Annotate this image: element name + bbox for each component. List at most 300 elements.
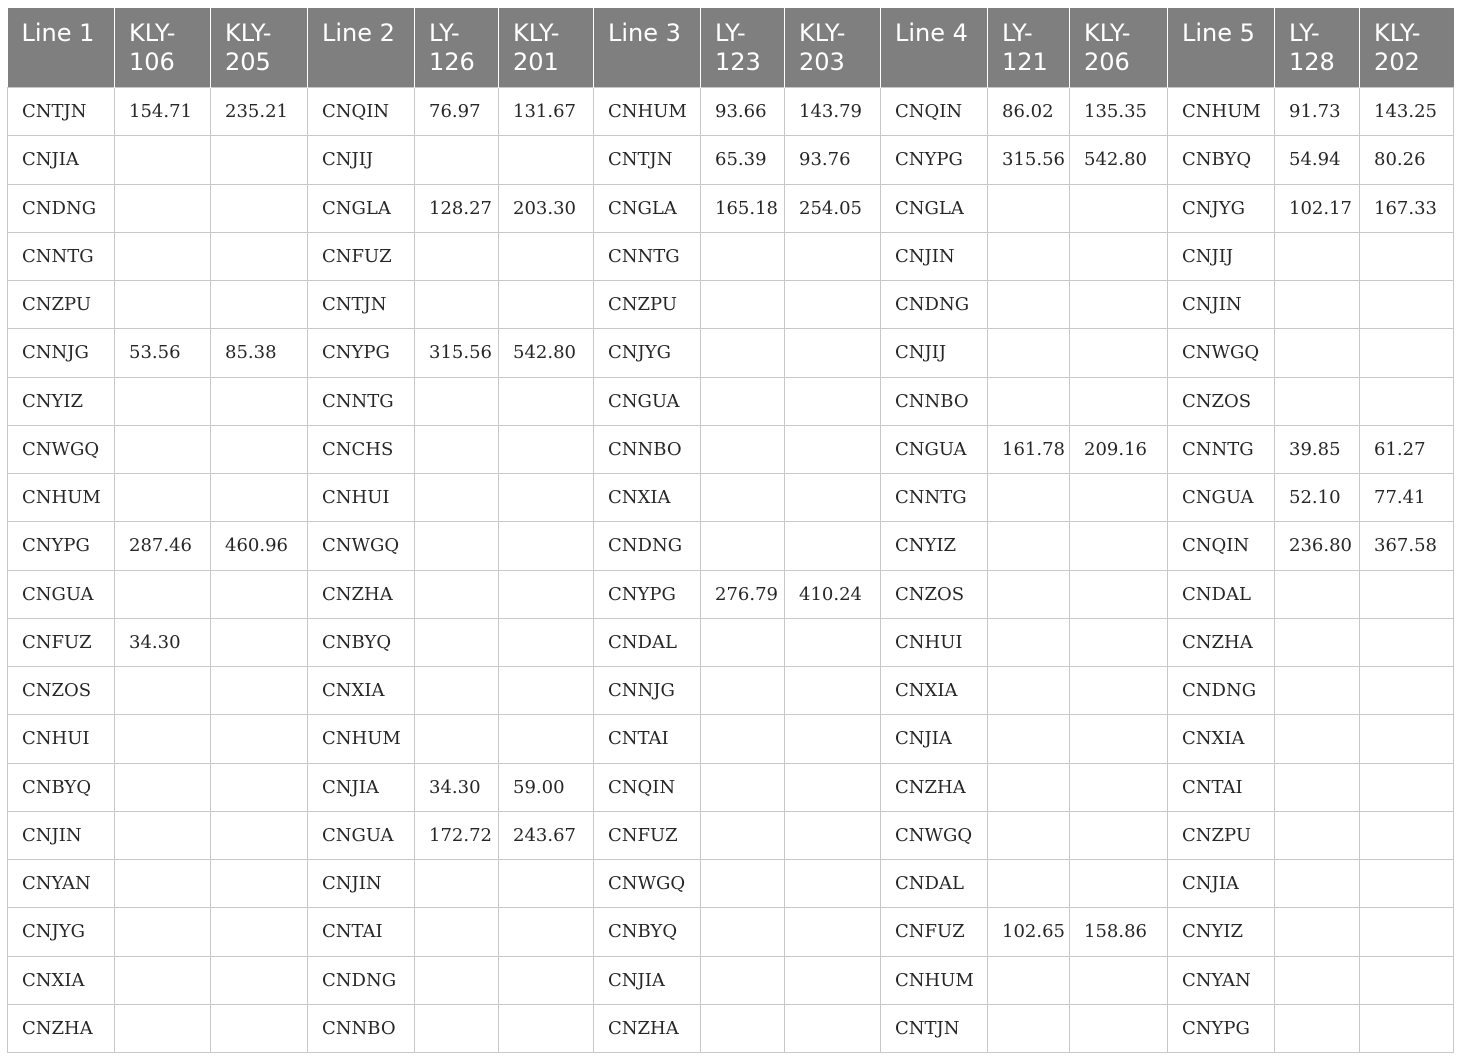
- value-cell: [988, 474, 1070, 522]
- value-cell: [785, 1004, 881, 1052]
- port-code-cell: CNXIA: [8, 956, 115, 1004]
- value-cell: [785, 908, 881, 956]
- port-code-cell: CNNBO: [308, 1004, 415, 1052]
- port-code-cell: CNTAI: [1168, 763, 1275, 811]
- value-cell: 287.46: [115, 522, 211, 570]
- value-cell: [211, 860, 308, 908]
- value-cell: 77.41: [1360, 474, 1454, 522]
- value-cell: [1070, 618, 1168, 666]
- value-cell: [211, 570, 308, 618]
- value-cell: [415, 377, 499, 425]
- port-code-cell: CNNTG: [8, 232, 115, 280]
- port-code-cell: CNJYG: [594, 329, 701, 377]
- value-cell: [1070, 1004, 1168, 1052]
- column-header: KLY-206: [1070, 8, 1168, 88]
- value-cell: [988, 377, 1070, 425]
- value-cell: 172.72: [415, 811, 499, 859]
- port-code-cell: CNTAI: [594, 715, 701, 763]
- value-cell: 165.18: [701, 184, 785, 232]
- value-cell: 39.85: [1275, 425, 1360, 473]
- value-cell: [1275, 377, 1360, 425]
- value-cell: [1275, 570, 1360, 618]
- value-cell: [701, 618, 785, 666]
- port-code-cell: CNYPG: [308, 329, 415, 377]
- value-cell: [701, 956, 785, 1004]
- value-cell: [1275, 715, 1360, 763]
- port-code-cell: CNJIA: [881, 715, 988, 763]
- value-cell: [1275, 1004, 1360, 1052]
- port-code-cell: CNNTG: [1168, 425, 1275, 473]
- value-cell: 161.78: [988, 425, 1070, 473]
- port-code-cell: CNYAN: [1168, 956, 1275, 1004]
- value-cell: [211, 811, 308, 859]
- value-cell: [701, 425, 785, 473]
- value-cell: [211, 1004, 308, 1052]
- port-code-cell: CNFUZ: [8, 618, 115, 666]
- value-cell: [415, 281, 499, 329]
- value-cell: [499, 1004, 594, 1052]
- value-cell: [499, 281, 594, 329]
- value-cell: [115, 281, 211, 329]
- port-code-cell: CNYPG: [594, 570, 701, 618]
- value-cell: [211, 425, 308, 473]
- value-cell: [988, 667, 1070, 715]
- table-row: [8, 763, 1454, 811]
- value-cell: 52.10: [1275, 474, 1360, 522]
- port-code-cell: CNJIA: [308, 763, 415, 811]
- value-cell: [211, 136, 308, 184]
- value-cell: [701, 860, 785, 908]
- port-code-cell: CNXIA: [594, 474, 701, 522]
- value-cell: [1070, 570, 1168, 618]
- value-cell: [415, 1004, 499, 1052]
- column-header: KLY-203: [785, 8, 881, 88]
- value-cell: [211, 667, 308, 715]
- port-code-cell: CNHUI: [8, 715, 115, 763]
- value-cell: 34.30: [415, 763, 499, 811]
- value-cell: [701, 377, 785, 425]
- value-cell: [701, 1004, 785, 1052]
- port-code-cell: CNYAN: [8, 860, 115, 908]
- port-code-cell: CNDNG: [594, 522, 701, 570]
- value-cell: 236.80: [1275, 522, 1360, 570]
- value-cell: 158.86: [1070, 908, 1168, 956]
- value-cell: 86.02: [988, 88, 1070, 136]
- table-row: [8, 474, 1454, 522]
- value-cell: 102.65: [988, 908, 1070, 956]
- value-cell: [499, 377, 594, 425]
- port-code-cell: CNQIN: [881, 88, 988, 136]
- port-code-cell: CNHUM: [308, 715, 415, 763]
- value-cell: [1275, 667, 1360, 715]
- value-cell: 93.66: [701, 88, 785, 136]
- value-cell: [785, 281, 881, 329]
- value-cell: 243.67: [499, 811, 594, 859]
- value-cell: 367.58: [1360, 522, 1454, 570]
- value-cell: [1275, 618, 1360, 666]
- value-cell: 93.76: [785, 136, 881, 184]
- table-row: [8, 956, 1454, 1004]
- value-cell: [211, 377, 308, 425]
- value-cell: 542.80: [499, 329, 594, 377]
- port-values-table: [7, 8, 1454, 1053]
- value-cell: [1070, 860, 1168, 908]
- value-cell: [701, 474, 785, 522]
- column-header: KLY-202: [1360, 8, 1454, 88]
- table-row: [8, 88, 1454, 136]
- value-cell: [785, 474, 881, 522]
- value-cell: 167.33: [1360, 184, 1454, 232]
- value-cell: [415, 474, 499, 522]
- port-code-cell: CNGLA: [308, 184, 415, 232]
- port-code-cell: CNZOS: [8, 667, 115, 715]
- port-code-cell: CNZHA: [594, 1004, 701, 1052]
- value-cell: [115, 425, 211, 473]
- value-cell: [785, 377, 881, 425]
- value-cell: [1360, 377, 1454, 425]
- column-header: Line 4: [881, 8, 988, 88]
- value-cell: [499, 618, 594, 666]
- value-cell: [1360, 811, 1454, 859]
- port-code-cell: CNZHA: [881, 763, 988, 811]
- port-code-cell: CNDNG: [8, 184, 115, 232]
- port-code-cell: CNHUM: [881, 956, 988, 1004]
- port-code-cell: CNZPU: [594, 281, 701, 329]
- port-code-cell: CNNBO: [881, 377, 988, 425]
- value-cell: [1360, 1004, 1454, 1052]
- value-cell: [415, 667, 499, 715]
- value-cell: 91.73: [1275, 88, 1360, 136]
- value-cell: [499, 232, 594, 280]
- value-cell: 203.30: [499, 184, 594, 232]
- value-cell: 54.94: [1275, 136, 1360, 184]
- value-cell: [1275, 956, 1360, 1004]
- value-cell: [1070, 232, 1168, 280]
- value-cell: [785, 860, 881, 908]
- port-code-cell: CNYPG: [8, 522, 115, 570]
- value-cell: [1275, 763, 1360, 811]
- port-code-cell: CNJIN: [8, 811, 115, 859]
- table-row: [8, 715, 1454, 763]
- value-cell: 315.56: [988, 136, 1070, 184]
- value-cell: [115, 715, 211, 763]
- value-cell: [115, 763, 211, 811]
- column-header: KLY-205: [211, 8, 308, 88]
- value-cell: [499, 715, 594, 763]
- value-cell: 143.79: [785, 88, 881, 136]
- port-code-cell: CNXIA: [881, 667, 988, 715]
- value-cell: [1360, 956, 1454, 1004]
- port-code-cell: CNHUM: [594, 88, 701, 136]
- value-cell: [1070, 763, 1168, 811]
- value-cell: 131.67: [499, 88, 594, 136]
- value-cell: [785, 329, 881, 377]
- port-code-cell: CNJYG: [8, 908, 115, 956]
- port-code-cell: CNJIA: [1168, 860, 1275, 908]
- value-cell: [1360, 860, 1454, 908]
- port-code-cell: CNNTG: [881, 474, 988, 522]
- value-cell: [211, 232, 308, 280]
- port-code-cell: CNNBO: [594, 425, 701, 473]
- column-header: LY-126: [415, 8, 499, 88]
- port-code-cell: CNWGQ: [594, 860, 701, 908]
- port-code-cell: CNJIJ: [1168, 232, 1275, 280]
- table-row: [8, 281, 1454, 329]
- value-cell: [1360, 281, 1454, 329]
- value-cell: [499, 425, 594, 473]
- value-cell: [785, 667, 881, 715]
- value-cell: [1275, 281, 1360, 329]
- value-cell: [1360, 908, 1454, 956]
- value-cell: [415, 715, 499, 763]
- value-cell: [499, 956, 594, 1004]
- column-header: Line 1: [8, 8, 115, 88]
- value-cell: [785, 763, 881, 811]
- column-header: LY-123: [701, 8, 785, 88]
- value-cell: [499, 474, 594, 522]
- value-cell: [701, 811, 785, 859]
- value-cell: [785, 425, 881, 473]
- value-cell: [1070, 811, 1168, 859]
- port-code-cell: CNYIZ: [881, 522, 988, 570]
- value-cell: [115, 232, 211, 280]
- value-cell: [115, 811, 211, 859]
- value-cell: [115, 474, 211, 522]
- port-code-cell: CNZPU: [8, 281, 115, 329]
- value-cell: [1070, 281, 1168, 329]
- value-cell: [988, 811, 1070, 859]
- value-cell: [785, 956, 881, 1004]
- value-cell: [1275, 329, 1360, 377]
- port-code-cell: CNHUI: [881, 618, 988, 666]
- value-cell: [988, 329, 1070, 377]
- port-code-cell: CNZHA: [8, 1004, 115, 1052]
- port-code-cell: CNDAL: [881, 860, 988, 908]
- value-cell: [115, 667, 211, 715]
- port-code-cell: CNGUA: [8, 570, 115, 618]
- port-code-cell: CNDNG: [881, 281, 988, 329]
- value-cell: [1070, 956, 1168, 1004]
- port-code-cell: CNJIA: [594, 956, 701, 1004]
- port-code-cell: CNBYQ: [1168, 136, 1275, 184]
- value-cell: [1070, 377, 1168, 425]
- port-code-cell: CNNTG: [594, 232, 701, 280]
- value-cell: 315.56: [415, 329, 499, 377]
- port-code-cell: CNYIZ: [8, 377, 115, 425]
- value-cell: [415, 956, 499, 1004]
- value-cell: [701, 667, 785, 715]
- value-cell: [1070, 329, 1168, 377]
- value-cell: [499, 860, 594, 908]
- value-cell: [988, 1004, 1070, 1052]
- port-code-cell: CNCHS: [308, 425, 415, 473]
- value-cell: [115, 1004, 211, 1052]
- port-code-cell: CNJIN: [881, 232, 988, 280]
- table-row: [8, 811, 1454, 859]
- value-cell: [499, 908, 594, 956]
- value-cell: 65.39: [701, 136, 785, 184]
- value-cell: [415, 618, 499, 666]
- port-code-cell: CNGUA: [308, 811, 415, 859]
- port-code-cell: CNTJN: [8, 88, 115, 136]
- port-code-cell: CNBYQ: [8, 763, 115, 811]
- port-code-cell: CNGUA: [594, 377, 701, 425]
- value-cell: [1275, 908, 1360, 956]
- value-cell: [415, 908, 499, 956]
- value-cell: [211, 618, 308, 666]
- port-code-cell: CNDAL: [1168, 570, 1275, 618]
- table-row: [8, 667, 1454, 715]
- value-cell: [988, 618, 1070, 666]
- value-cell: [988, 570, 1070, 618]
- port-code-cell: CNGUA: [881, 425, 988, 473]
- port-code-cell: CNTJN: [308, 281, 415, 329]
- port-code-cell: CNQIN: [308, 88, 415, 136]
- port-code-cell: CNJIJ: [881, 329, 988, 377]
- column-header: Line 2: [308, 8, 415, 88]
- value-cell: 80.26: [1360, 136, 1454, 184]
- port-code-cell: CNNJG: [594, 667, 701, 715]
- value-cell: [211, 715, 308, 763]
- port-code-cell: CNQIN: [1168, 522, 1275, 570]
- table-row: [8, 618, 1454, 666]
- port-code-cell: CNJIA: [8, 136, 115, 184]
- value-cell: 76.97: [415, 88, 499, 136]
- port-code-cell: CNTAI: [308, 908, 415, 956]
- port-code-cell: CNWGQ: [881, 811, 988, 859]
- port-code-cell: CNXIA: [1168, 715, 1275, 763]
- port-code-cell: CNYPG: [1168, 1004, 1275, 1052]
- header-row: [8, 8, 1454, 88]
- value-cell: [1360, 763, 1454, 811]
- value-cell: [701, 522, 785, 570]
- value-cell: [785, 522, 881, 570]
- port-code-cell: CNWGQ: [8, 425, 115, 473]
- value-cell: [499, 667, 594, 715]
- value-cell: 102.17: [1275, 184, 1360, 232]
- port-code-cell: CNYIZ: [1168, 908, 1275, 956]
- value-cell: [115, 956, 211, 1004]
- port-code-cell: CNNTG: [308, 377, 415, 425]
- value-cell: [499, 136, 594, 184]
- value-cell: [785, 715, 881, 763]
- table-row: [8, 522, 1454, 570]
- value-cell: [988, 522, 1070, 570]
- table-body: [8, 88, 1454, 1053]
- value-cell: [988, 281, 1070, 329]
- value-cell: [415, 522, 499, 570]
- column-header: KLY-106: [115, 8, 211, 88]
- column-header: Line 3: [594, 8, 701, 88]
- value-cell: 34.30: [115, 618, 211, 666]
- value-cell: 410.24: [785, 570, 881, 618]
- value-cell: 542.80: [1070, 136, 1168, 184]
- value-cell: [1070, 667, 1168, 715]
- value-cell: [415, 136, 499, 184]
- value-cell: [785, 811, 881, 859]
- value-cell: [701, 908, 785, 956]
- value-cell: [211, 908, 308, 956]
- value-cell: [701, 329, 785, 377]
- table-row: [8, 184, 1454, 232]
- value-cell: [1360, 715, 1454, 763]
- value-cell: [115, 136, 211, 184]
- table-header: [8, 8, 1454, 88]
- value-cell: [988, 232, 1070, 280]
- column-header: LY-128: [1275, 8, 1360, 88]
- value-cell: 85.38: [211, 329, 308, 377]
- port-code-cell: CNTJN: [881, 1004, 988, 1052]
- port-code-cell: CNGLA: [594, 184, 701, 232]
- port-code-cell: CNTJN: [594, 136, 701, 184]
- port-code-cell: CNZHA: [1168, 618, 1275, 666]
- port-code-cell: CNZOS: [881, 570, 988, 618]
- table-row: [8, 1004, 1454, 1052]
- value-cell: [1275, 232, 1360, 280]
- value-cell: [211, 184, 308, 232]
- table-row: [8, 136, 1454, 184]
- value-cell: 209.16: [1070, 425, 1168, 473]
- port-code-cell: CNJIJ: [308, 136, 415, 184]
- value-cell: [211, 474, 308, 522]
- value-cell: [988, 860, 1070, 908]
- value-cell: [1360, 570, 1454, 618]
- table-row: [8, 232, 1454, 280]
- column-header: Line 5: [1168, 8, 1275, 88]
- value-cell: [701, 763, 785, 811]
- value-cell: 143.25: [1360, 88, 1454, 136]
- value-cell: [115, 860, 211, 908]
- value-cell: 254.05: [785, 184, 881, 232]
- value-cell: [988, 763, 1070, 811]
- port-code-cell: CNWGQ: [1168, 329, 1275, 377]
- port-code-cell: CNQIN: [594, 763, 701, 811]
- table-row: [8, 377, 1454, 425]
- value-cell: [988, 184, 1070, 232]
- value-cell: [1070, 522, 1168, 570]
- value-cell: [211, 956, 308, 1004]
- value-cell: [701, 715, 785, 763]
- port-code-cell: CNDNG: [308, 956, 415, 1004]
- value-cell: [1070, 715, 1168, 763]
- port-code-cell: CNGLA: [881, 184, 988, 232]
- column-header: LY-121: [988, 8, 1070, 88]
- value-cell: [211, 281, 308, 329]
- table-row: [8, 570, 1454, 618]
- value-cell: [1360, 329, 1454, 377]
- value-cell: [1070, 184, 1168, 232]
- port-code-cell: CNFUZ: [594, 811, 701, 859]
- port-code-cell: CNJIN: [1168, 281, 1275, 329]
- value-cell: [1070, 474, 1168, 522]
- table-row: [8, 908, 1454, 956]
- value-cell: 154.71: [115, 88, 211, 136]
- value-cell: 53.56: [115, 329, 211, 377]
- table-row: [8, 860, 1454, 908]
- value-cell: 276.79: [701, 570, 785, 618]
- value-cell: [1275, 811, 1360, 859]
- value-cell: [785, 232, 881, 280]
- value-cell: [1360, 232, 1454, 280]
- port-code-cell: CNYPG: [881, 136, 988, 184]
- value-cell: [785, 618, 881, 666]
- port-code-cell: CNHUM: [8, 474, 115, 522]
- value-cell: [1360, 667, 1454, 715]
- port-code-cell: CNWGQ: [308, 522, 415, 570]
- port-code-cell: CNGUA: [1168, 474, 1275, 522]
- value-cell: [499, 522, 594, 570]
- port-code-cell: CNZHA: [308, 570, 415, 618]
